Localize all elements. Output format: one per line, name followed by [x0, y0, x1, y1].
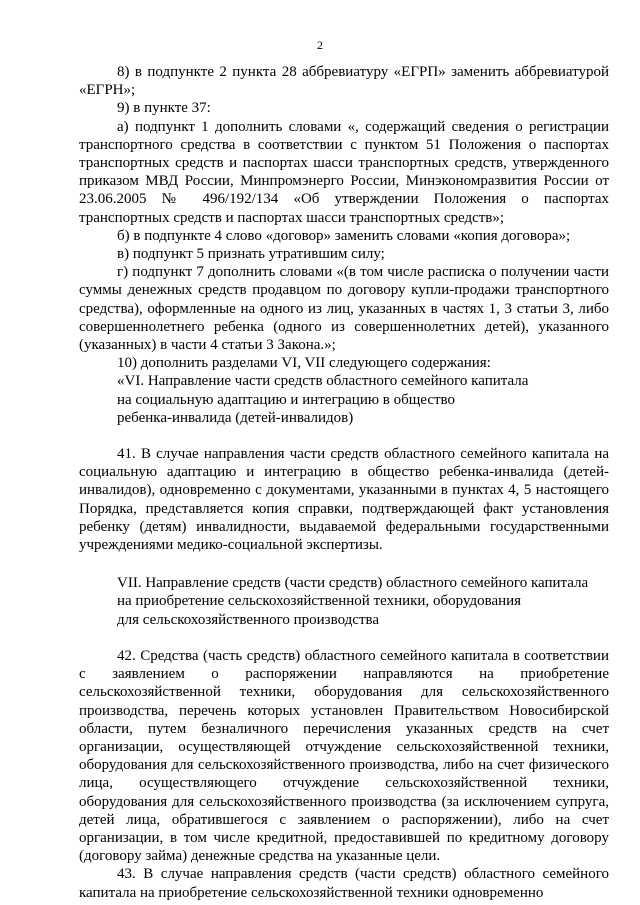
- page-number: 2: [317, 38, 323, 52]
- document-body: [79, 63, 609, 902]
- section-7-title-line-1: VII. Направление средств (части средств) областного семейного капитала: [117, 575, 589, 592]
- paragraph-42: 42. Средства (часть средств) областного семейного капитала в соответствии с заявлением о распоряжении направляются на приобретение сельскохозяйственной техники, оборудования для сельскохозяйственного производства, перечень которых установлен Правительством Новосибирской области, путем безналичного перечисления указанных средств на счет организации, осуществляющей отчуждение сельскохозяйственной техники, оборудования для сельскохозяйственного производства, либо на счет физического лица, осуществляющего отчуждение сельскохозяйственной техники, оборудования для сельскохозяйственного производства (за исключением супруга, детей лица, обратившегося с заявлением о распоряжении), либо на счет организации, в том числе кредитной, предоставившей по кредитному договору (договору займа) денежные средства на указанные цели.: [79, 647, 609, 865]
- section-7-title-line-2: на приобретение сельскохозяйственной техники, оборудования: [117, 593, 522, 610]
- section-6-heading: [79, 372, 609, 427]
- section-6-title-line-1: «VI. Направление части средств областного семейного капитала: [117, 373, 529, 390]
- paragraph-9b: б) в подпункте 4 слово «договор» заменить словами «копия договора»;: [117, 227, 571, 244]
- paragraph-43: 43. В случае направления средств (части средств) областного семейного капитала на приобретение сельскохозяйственной техники одновременно: [79, 866, 609, 901]
- section-6-title-line-2: на социальную адаптацию и интеграцию в общество: [117, 391, 456, 408]
- paragraph-10: 10) дополнить разделами VI, VII следующего содержания:: [117, 355, 491, 372]
- paragraph-9: 9) в пункте 37:: [117, 100, 211, 117]
- section-7-title-line-3: для сельскохозяйственного производства: [117, 611, 380, 628]
- paragraph-9c: в) подпункт 5 признать утратившим силу;: [117, 246, 385, 263]
- section-6-title-line-3: ребенка-инвалида (детей-инвалидов): [117, 409, 354, 426]
- paragraph-9a: а) подпункт 1 дополнить словами «, содержащий сведения о регистрации транспортного средства в соответствии с пунктом 51 Положения о паспортах транспортных средств и паспортах шасси транспортных средств, утвержденного приказом МВД России, Минпромэнерго России, Минэкономразвития России от 23.06.2005 № 496/192/134 «Об утверждении Положения о паспортах транспортных средств и паспортах шасси транспортных средств»;: [79, 118, 609, 226]
- section-7-heading: [79, 574, 609, 629]
- paragraph-9d: г) подпункт 7 дополнить словами «(в том числе расписка о получении части суммы денежных средств продавцом по договору купли-продажи транспортного средства), оформленные на одного из лиц, указанных в частях 1, 3 статьи 3, либо совершеннолетнего ребенка (одного из совершеннолетних детей), указанного (указанных) в части 4 статьи 3 Закона.»;: [79, 264, 609, 354]
- paragraph-8: 8) в подпункте 2 пункта 28 аббревиатуру «ЕГРП» заменить аббревиатурой «ЕГРН»;: [79, 64, 609, 99]
- paragraph-41: 41. В случае направления части средств областного семейного капитала на социальную адаптацию и интеграцию в общество ребенка-инвалида (детей-инвалидов), одновременно с документами, указанными в пунктах 4, 5 настоящего Порядка, представляется копия справки, подтверждающей факт установления ребенку (детям) инвалидности, выдаваемой федеральными государственными учреждениями медико-социальной экспертизы.: [79, 446, 609, 554]
